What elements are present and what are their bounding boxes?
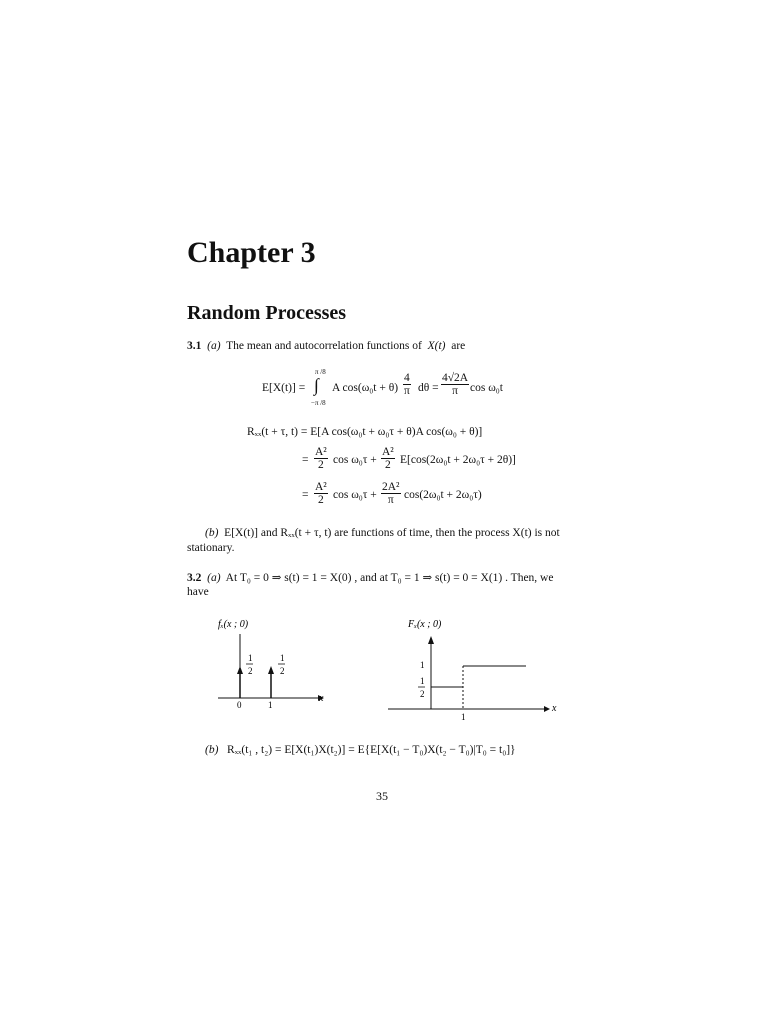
impulse-0-weight-numerator: 1 bbox=[248, 653, 253, 663]
pdf-tick-0: 0 bbox=[237, 700, 242, 710]
mean-dtheta: dθ = bbox=[418, 382, 439, 394]
fraction-a bbox=[314, 446, 328, 471]
problem-3-2-intro bbox=[187, 570, 553, 584]
problem-3-1-part-b-continued: stationary. bbox=[187, 542, 235, 554]
intro-text: The mean and autocorrelation functions of bbox=[226, 340, 422, 352]
impulse-1-weight-denominator: 2 bbox=[280, 666, 285, 676]
part-b-text: E[X(t)] and Rₓₓ(t + τ, t) are functions of time, then the process X(t) is not bbox=[224, 527, 560, 539]
mean-fraction bbox=[403, 372, 411, 397]
problem-number: 3.1 bbox=[187, 340, 202, 352]
fraction-numerator: 2A² bbox=[382, 481, 400, 493]
intro-variable: X(t) bbox=[427, 340, 446, 352]
fraction-b bbox=[381, 481, 401, 506]
problem-3-2-part-b bbox=[205, 744, 516, 756]
mean-result-tail: cos ω₀t bbox=[470, 382, 503, 394]
intro-text: At T₀ = 0 ⇒ s(t) = 1 = X(0) , and at T₀ = 1 ⇒ s(t) = 0 = X(1) . Then, we bbox=[225, 572, 554, 584]
cdf-level-half-denominator: 2 bbox=[420, 689, 425, 699]
fraction-denominator: π bbox=[452, 385, 458, 397]
fraction-denominator: 2 bbox=[318, 459, 324, 471]
cdf-y-axis-arrow bbox=[428, 636, 434, 644]
problem-3-2-intro-continued: have bbox=[187, 586, 209, 598]
mean-integrand: A cos(ω₀t + θ) bbox=[332, 382, 399, 394]
cdf-title: Fₓ(x ; 0) bbox=[408, 619, 442, 630]
impulse-1-weight-numerator: 1 bbox=[280, 653, 285, 663]
problem-3-1-intro bbox=[187, 340, 465, 352]
fraction-numerator: 4 bbox=[404, 372, 410, 384]
cdf-graph bbox=[384, 614, 564, 724]
mean-lhs: E[X(t)] = bbox=[262, 382, 306, 394]
tail-term: cos(2ω₀t + 2ω₀τ) bbox=[404, 489, 482, 501]
problem-number: 3.2 bbox=[187, 572, 202, 584]
fraction-numerator: 4√2A bbox=[442, 372, 469, 384]
fraction-denominator: 2 bbox=[385, 459, 391, 471]
equals-sign: = bbox=[302, 454, 309, 466]
fraction-denominator: π bbox=[403, 385, 410, 397]
cdf-x-label: x bbox=[552, 703, 557, 714]
intro-end: are bbox=[451, 340, 466, 352]
integral-upper-limit: π /8 bbox=[315, 368, 326, 376]
page-number: 35 bbox=[376, 789, 388, 803]
integral-sign: ∫ bbox=[314, 375, 319, 395]
cdf-level-half-numerator: 1 bbox=[420, 676, 425, 686]
fraction-denominator: 2 bbox=[318, 494, 324, 506]
middle-term: cos ω₀τ + bbox=[333, 454, 377, 466]
section-title: Random Processes bbox=[187, 302, 347, 324]
part-label: (a) bbox=[207, 340, 221, 352]
fraction-numerator: A² bbox=[315, 446, 327, 458]
tail-term: E[cos(2ω₀t + 2ω₀τ + 2θ)] bbox=[400, 454, 516, 466]
pdf-title: fₓ(x ; 0) bbox=[218, 619, 249, 630]
part-label: (b) bbox=[205, 744, 219, 756]
problem-3-1-part-b bbox=[205, 527, 560, 539]
impulse-0-arrow bbox=[237, 666, 243, 674]
equals-sign: = bbox=[302, 489, 309, 501]
fraction-numerator: A² bbox=[315, 481, 327, 493]
pdf-graph bbox=[210, 614, 330, 714]
integral-lower-limit: −π /8 bbox=[311, 399, 326, 407]
autocorrelation-line-1: Rₓₓ(t + τ, t) = E[A cos(ω₀t + ω₀τ + θ)A cos(ω₀ + θ)] bbox=[247, 426, 483, 438]
middle-term: cos ω₀τ + bbox=[333, 489, 377, 501]
fraction-numerator: A² bbox=[382, 446, 394, 458]
cdf-tick-1: 1 bbox=[461, 712, 466, 722]
fraction-a bbox=[314, 481, 328, 506]
part-b-equation: Rₓₓ(t₁ , t₂) = E[X(t₁)X(t₂)] = E{E[X(t₁ − T₀)X(t₂ − T₀)|T₀ = t₀]} bbox=[227, 744, 516, 756]
pdf-tick-1: 1 bbox=[268, 700, 273, 710]
part-label: (a) bbox=[207, 572, 221, 584]
fraction-denominator: π bbox=[387, 494, 394, 506]
mean-result-fraction bbox=[441, 372, 469, 397]
cdf-level-1-label: 1 bbox=[420, 660, 425, 670]
part-label: (b) bbox=[205, 527, 219, 539]
impulse-1-arrow bbox=[268, 666, 274, 674]
cdf-x-axis-arrow bbox=[544, 706, 550, 712]
fraction-b bbox=[381, 446, 395, 471]
pdf-x-label: x bbox=[319, 693, 324, 704]
impulse-0-weight-denominator: 2 bbox=[248, 666, 253, 676]
chapter-title: Chapter 3 bbox=[187, 236, 316, 269]
